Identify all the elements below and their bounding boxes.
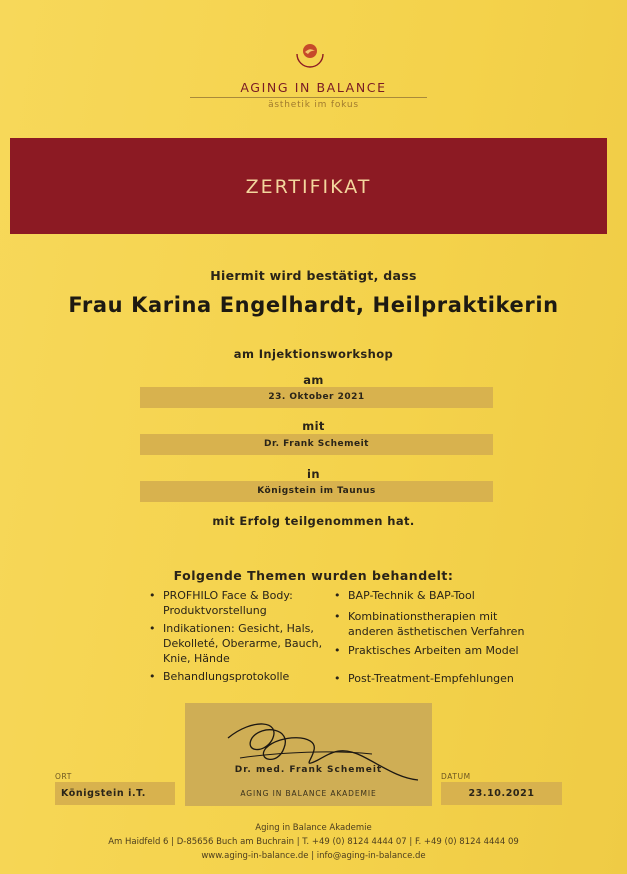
topic-item: • Indikationen: Gesicht, Hals, Dekolleté, Oberarme, Bauch, Knie, Hände	[149, 622, 323, 665]
bullet-icon: •	[334, 672, 341, 685]
date-field: 23. Oktober 2021	[140, 387, 493, 408]
recipient-name: Frau Karina Engelhardt, Heilpraktikerin	[68, 293, 559, 317]
topic-item: • Kombinationstherapien mit anderen ästhetischen Verfahren	[334, 610, 525, 638]
certificate-title: ZERTIFIKAT	[245, 176, 372, 198]
bullet-icon: •	[334, 644, 341, 657]
topic-item: • BAP-Technik & BAP-Tool	[334, 589, 475, 602]
place-field: Königstein i.T.	[55, 782, 175, 805]
topic-item: • Post-Treatment-Empfehlungen	[334, 672, 514, 685]
date-label-small: DATUM	[441, 772, 471, 781]
bullet-icon: •	[149, 622, 156, 635]
location-field: Königstein im Taunus	[140, 481, 493, 502]
brand-divider	[190, 97, 427, 98]
handwritten-signature	[222, 708, 437, 788]
bullet-icon: •	[334, 589, 341, 602]
topic-item: • Behandlungsprotokolle	[149, 670, 290, 683]
brand-name: AGING IN BALANCE	[240, 80, 387, 95]
topic-item: • Praktisches Arbeiten am Model	[334, 644, 519, 657]
title-banner	[10, 138, 607, 234]
location-label: in	[307, 467, 320, 481]
date-label: am	[303, 373, 324, 387]
bullet-icon: •	[334, 610, 341, 623]
logo-icon	[293, 38, 327, 72]
signatory-organization: AGING IN BALANCE AKADEMIE	[240, 789, 377, 798]
event-text: am Injektionsworkshop	[233, 347, 394, 361]
footer-address: Am Haidfeld 6 | D-85656 Buch am Buchrain | T. +49 (0) 8124 4444 07 | F. +49 (0) 8124 4444 09	[108, 837, 519, 847]
brand-tagline: ästhetik im fokus	[268, 100, 359, 110]
instructor-label: mit	[302, 419, 325, 433]
topic-item: • PROFHILO Face & Body: Produktvorstellung	[149, 589, 293, 617]
success-text: mit Erfolg teilgenommen hat.	[212, 514, 415, 528]
place-label: ORT	[55, 772, 72, 781]
footer-org: Aging in Balance Akademie	[255, 823, 372, 833]
intro-text: Hiermit wird bestätigt, dass	[210, 268, 417, 283]
topics-heading: Folgende Themen wurden behandelt:	[173, 568, 454, 583]
bullet-icon: •	[149, 589, 156, 602]
signatory-name: Dr. med. Frank Schemeit	[234, 765, 383, 775]
bullet-icon: •	[149, 670, 156, 683]
instructor-field: Dr. Frank Schemeit	[140, 434, 493, 455]
datum-field: 23.10.2021	[441, 782, 562, 805]
footer-contact: www.aging-in-balance.de | info@aging-in-balance.de	[201, 851, 426, 861]
